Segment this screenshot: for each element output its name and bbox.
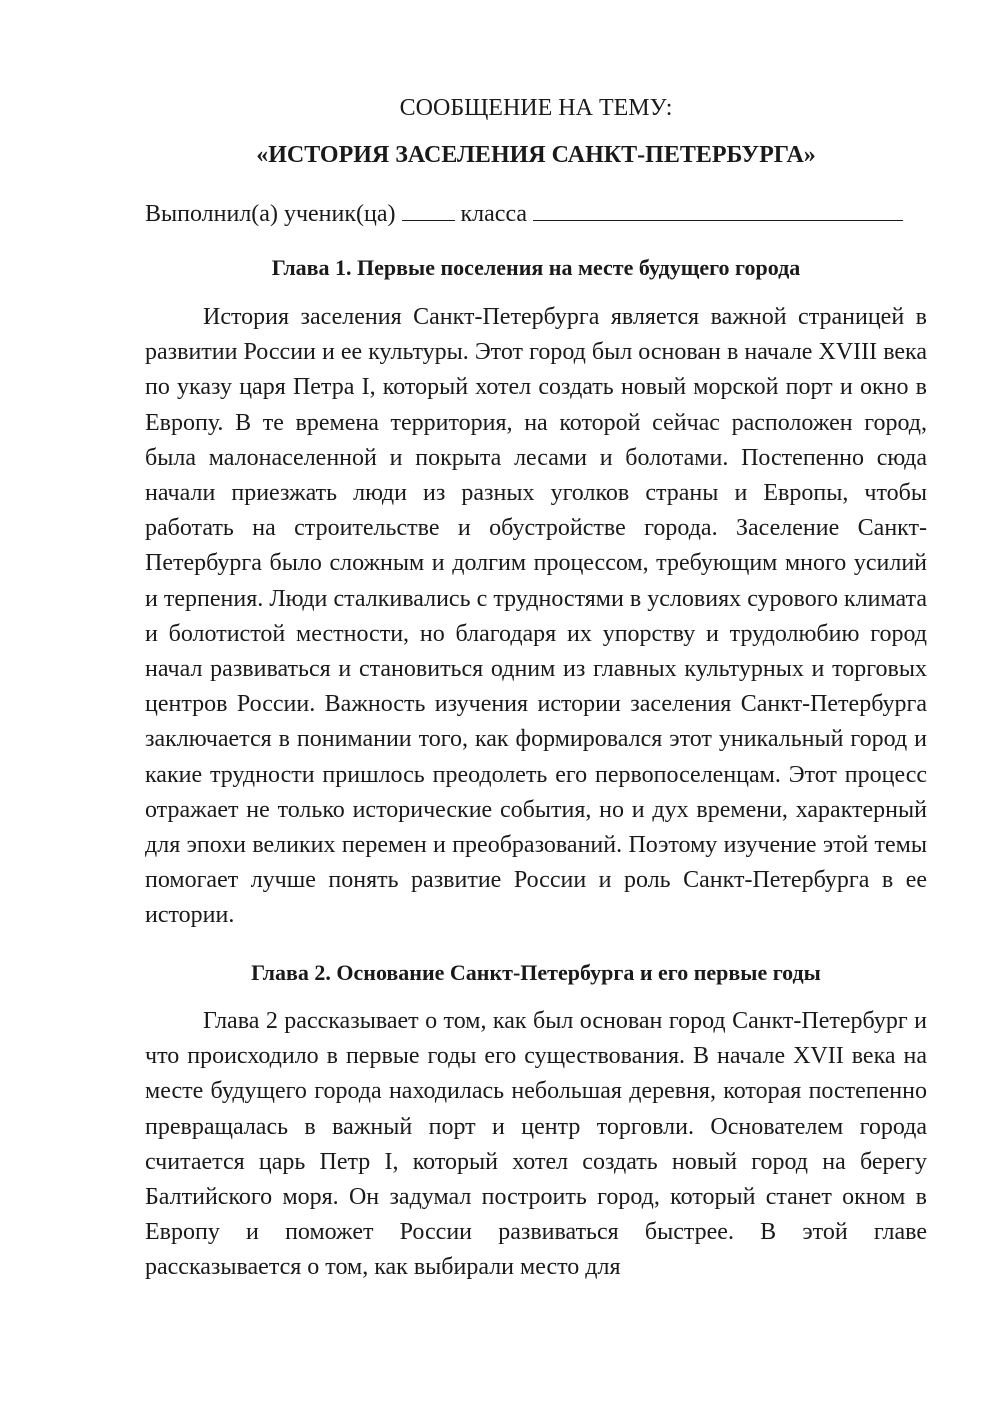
chapter-2-heading: Глава 2. Основание Санкт-Петербурга и его первые годы: [251, 960, 821, 985]
document-title-topic: «ИСТОРИЯ ЗАСЕЛЕНИЯ САНКТ-ПЕТЕРБУРГА»: [256, 142, 816, 168]
author-line: [145, 196, 927, 232]
class-blank-field: [402, 196, 455, 221]
school-blank-field: [533, 196, 903, 221]
chapter-1-heading: Глава 1. Первые поселения на месте будущего города: [271, 255, 801, 280]
chapter-1-paragraph: История заселения Санкт-Петербурга является важной страницей в развитии России и ее культуры. Этот город был основан в начале XVIII века по указу царя Петра I, который хотел создать новый морской порт и окно в Европу. В те времена территория, на которой сейчас расположен город, была малонаселенной и покрыта лесами и болотами. Постепенно сюда начали приезжать люди из разных уголков страны и Европы, чтобы работать на строительстве и обустройстве города. Заселение Санкт-Петербурга было сложным и долгим процессом, требующим много усилий и терпения. Люди сталкивались с трудностями в условиях сурового климата и болотистой местности, но благодаря их упорству и трудолюбию город начал развиваться и становиться одним из главных культурных и торговых центров России. Важность изучения истории заселения Санкт-Петербурга заключается в понимании того, как формировался этот уникальный город и какие трудности пришлось преодолеть его первопоселенцам. Этот процесс отражает не только исторические события, но и дух времени, характерный для эпохи великих перемен и преобразований. Поэтому изучение этой темы помогает лучше понять развитие России и роль Санкт-Петербурга в ее истории.: [145, 304, 927, 929]
class-label: класса: [460, 201, 528, 227]
chapter-2-paragraph: Глава 2 рассказывает о том, как был основан город Санкт-Петербург и что происходило в первые годы его существования. В начале XVII века на месте будущего города находилась небольшая деревня, которая постепенно превращалась в важный порт и центр торговли. Основателем города считается царь Петр I, который хотел создать новый город на берегу Балтийского моря. Он задумал построить город, который станет окном в Европу и поможет России развиваться быстрее. В этой главе рассказывается о том, как выбирали место для: [145, 1008, 927, 1281]
document-title-line-1: СООБЩЕНИЕ НА ТЕМУ:: [399, 95, 673, 121]
author-prefix: Выполнил(а) ученик(ца): [145, 201, 396, 227]
